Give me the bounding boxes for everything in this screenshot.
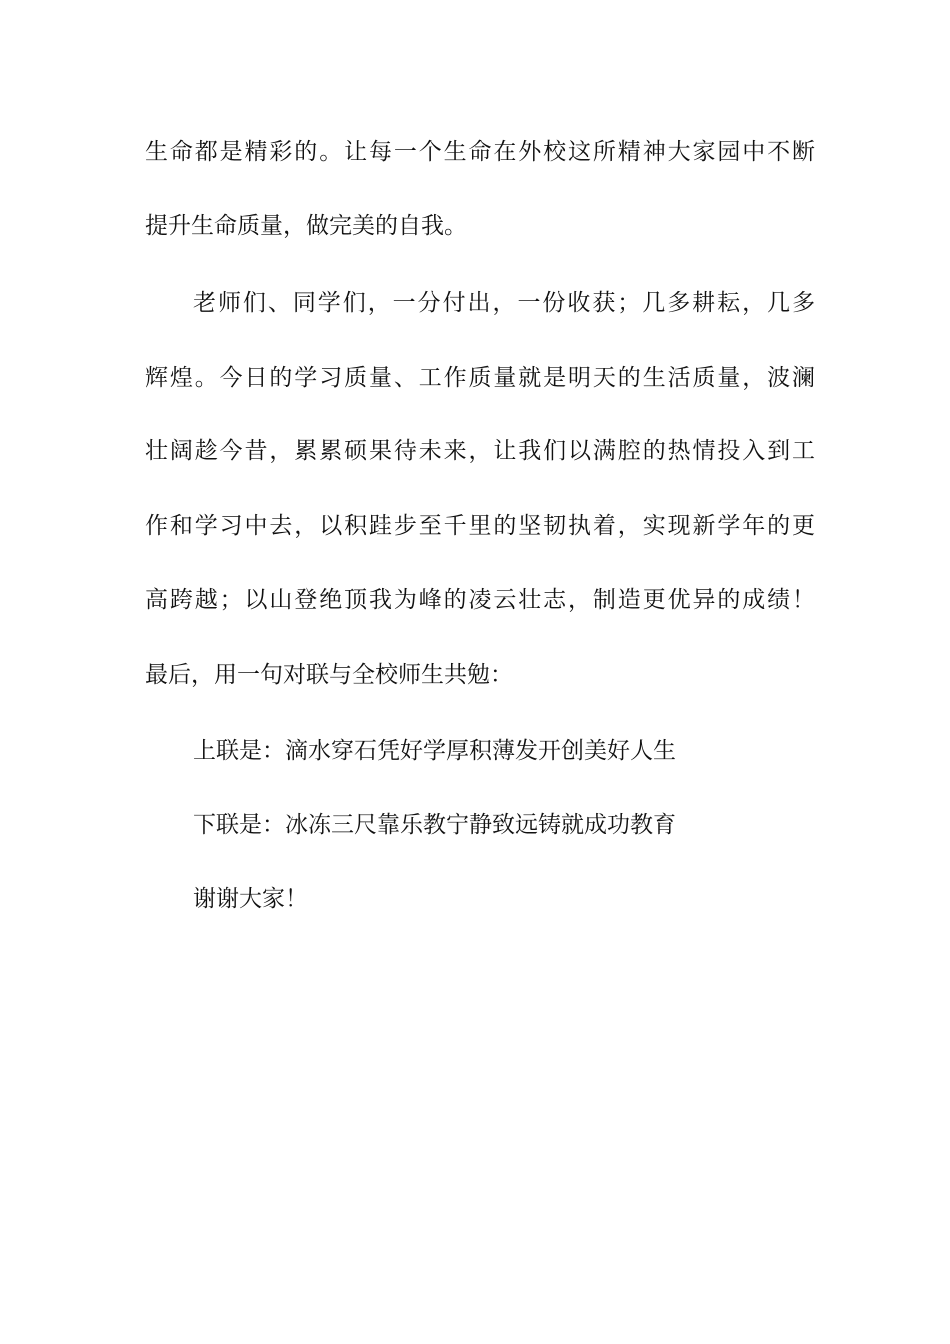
paragraph-2-line-1: 老师们、同学们，一分付出，一份收获；几多耕耘，几多 bbox=[193, 290, 815, 316]
couplet-lower: 下联是：冰冻三尺靠乐教宁静致远铸就成功教育 bbox=[193, 812, 676, 838]
paragraph-2-line-5: 高跨越；以山登绝顶我为峰的凌云壮志，制造更优异的成绩！ bbox=[145, 587, 815, 613]
paragraph-1-line-1: 生命都是精彩的。让每一个生命在外校这所精神大家园中不断 bbox=[145, 139, 815, 165]
paragraph-2-line-2: 辉煌。今日的学习质量、工作质量就是明天的生活质量，波澜 bbox=[145, 365, 815, 391]
paragraph-2-line-3: 壮阔趁今昔，累累硕果待未来，让我们以满腔的热情投入到工 bbox=[145, 438, 815, 464]
closing-thanks: 谢谢大家！ bbox=[193, 886, 308, 912]
paragraph-2-line-6: 最后，用一句对联与全校师生共勉： bbox=[145, 662, 513, 688]
couplet-upper: 上联是：滴水穿石凭好学厚积薄发开创美好人生 bbox=[193, 738, 676, 764]
paragraph-2-line-4: 作和学习中去，以积跬步至千里的坚韧执着，实现新学年的更 bbox=[145, 513, 815, 539]
paragraph-1-line-2: 提升生命质量，做完美的自我。 bbox=[145, 213, 467, 239]
